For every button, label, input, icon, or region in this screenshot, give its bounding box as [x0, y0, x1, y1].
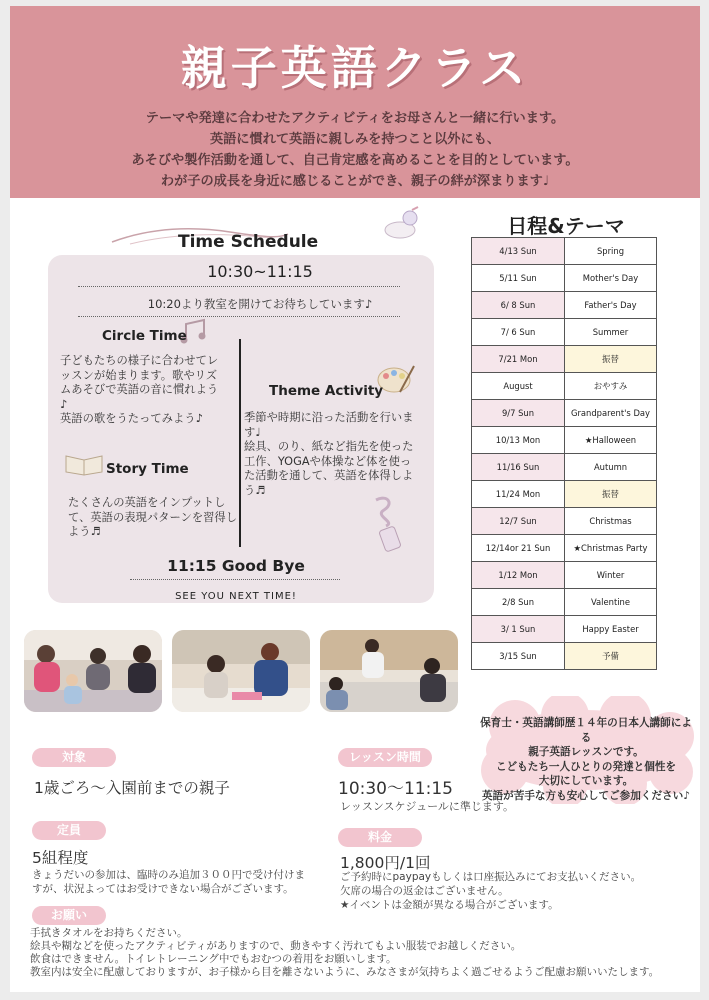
intro-line: テーマや発達に合わせたアクティビティをお母さんと一緒に行います。 [145, 111, 565, 126]
vertical-divider [239, 339, 241, 547]
teacher-note-line: 保育士・英語講師歴１４年の日本人講師による [480, 717, 692, 744]
teacher-note-line: 大切にしています。 [538, 775, 634, 787]
request-note: 手拭きタオルをお持ちください。 [30, 927, 188, 939]
schedule-date: 7/ 6 Sun [472, 319, 565, 346]
open-note: 10:20より教室を開けてお待ちしています♪ [147, 297, 373, 311]
goodbye-time: 11:15 Good Bye [167, 557, 305, 575]
class-photo [24, 630, 162, 712]
see-you-text: SEE YOU NEXT TIME! [175, 591, 297, 602]
time-schedule-title: Time Schedule [178, 232, 319, 252]
schedule-theme: Winter [565, 562, 657, 589]
story-time-text: たくさんの英語をインプットして、英語の表現パターンを習得しよう♬ [68, 496, 238, 538]
teacher-note-line: こどもたち一人ひとりの発達と個性を [495, 760, 677, 773]
request-notes [30, 927, 690, 979]
schedule-theme: おやすみ [565, 373, 657, 400]
target-label: 対象 [32, 748, 116, 767]
schedule-theme: 予備 [565, 643, 657, 670]
fee-note: 欠席の場合の返金はございません。 [340, 885, 509, 897]
request-label: お願い [32, 906, 106, 925]
schedule-row [472, 427, 657, 454]
dotted-divider [78, 286, 400, 287]
schedule-theme: ★Christmas Party [565, 535, 657, 562]
schedule-row [472, 400, 657, 427]
schedule-date: August [472, 373, 565, 400]
circle-time-text: 子どもたちの様子に合わせてレッスンが始まります。歌やリズムあそびで英語の音に慣れよう♪ 英語の歌をうたってみよう♪ [60, 354, 219, 425]
schedule-date: 11/16 Sun [472, 454, 565, 481]
schedule-theme: Grandparent's Day [565, 400, 657, 427]
schedule-date: 6/ 8 Sun [472, 292, 565, 319]
intro-line: 英語に慣れて英語に親しみを持つこと以外にも、 [209, 132, 501, 147]
schedule-date: 1/12 Mon [472, 562, 565, 589]
schedule-theme: 振替 [565, 481, 657, 508]
schedule-row [472, 292, 657, 319]
schedule-theme: Summer [565, 319, 657, 346]
request-note: 教室内は安全に配慮しておりますが、お子様から目を離さないように、みなさまが気持ちよく過ごせるようご配慮お願いいたします。 [30, 966, 660, 978]
schedule-date: 2/8 Sun [472, 589, 565, 616]
schedule-row [472, 562, 657, 589]
schedule-theme: Father's Day [565, 292, 657, 319]
schedule-row [472, 481, 657, 508]
lesson-time-value: 10:30～11:15 [338, 779, 453, 799]
dotted-divider [78, 316, 400, 317]
schedule-date: 3/ 1 Sun [472, 616, 565, 643]
schedule-date: 7/21 Mon [472, 346, 565, 373]
teacher-note-line: 英語が苦手な方も安心してご参加ください♪ [481, 789, 691, 802]
schedule-date: 10/13 Mon [472, 427, 565, 454]
schedule-row [472, 589, 657, 616]
fee-value: 1,800円/1回 [340, 854, 431, 872]
schedule-theme: Mother's Day [565, 265, 657, 292]
header-banner [10, 6, 700, 198]
teacher-note-line: 親子英語レッスンです。 [528, 746, 644, 758]
intro-line: わが子の成長を身近に感じることができ、親子の絆が深まります♩ [160, 174, 550, 189]
lesson-time-heading: 10:30~11:15 [207, 262, 313, 281]
request-note: 飲食はできません。トイレトレーニング中でもおむつの着用をお願いします。 [30, 953, 397, 965]
schedule-row [472, 643, 657, 670]
glue-tube-icon [368, 494, 412, 554]
target-value: 1歳ごろ～入園前までの親子 [34, 779, 230, 797]
dotted-divider [130, 579, 340, 580]
schedule-date: 5/11 Sun [472, 265, 565, 292]
schedule-date: 4/13 Sun [472, 238, 565, 265]
flyer-page [10, 6, 700, 992]
schedule-row [472, 535, 657, 562]
intro-text [50, 108, 660, 192]
intro-line: あそびや製作活動を通して、自己肯定感を高めることを目的としています。 [131, 153, 579, 168]
schedule-table [471, 237, 657, 670]
fee-label: 料金 [338, 828, 422, 847]
request-note: 絵具や糊などを使ったアクティビティがありますので、動きやすく汚れてもよい服装でお越しください。 [30, 940, 522, 952]
schedule-date: 12/14or 21 Sun [472, 535, 565, 562]
schedule-row [472, 508, 657, 535]
class-photo [172, 630, 310, 712]
lesson-time-label: レッスン時間 [338, 748, 432, 767]
schedule-row [472, 265, 657, 292]
teacher-note [475, 716, 697, 803]
theme-activity-title: Theme Activity [269, 383, 384, 399]
schedule-theme: Christmas [565, 508, 657, 535]
book-icon [64, 448, 104, 476]
capacity-note: きょうだいの参加は、臨時のみ追加３００円で受け付けますが、状況よってはお受けできない場合がございます。 [32, 869, 305, 895]
schedule-row [472, 454, 657, 481]
schedule-theme: ★Halloween [565, 427, 657, 454]
lesson-time-note: レッスンスケジュールに準じます。 [340, 800, 515, 813]
schedule-theme: 振替 [565, 346, 657, 373]
schedule-date: 11/24 Mon [472, 481, 565, 508]
class-photo [320, 630, 458, 712]
schedule-row [472, 616, 657, 643]
schedule-date: 3/15 Sun [472, 643, 565, 670]
schedule-date: 9/7 Sun [472, 400, 565, 427]
circle-time-title: Circle Time [102, 328, 187, 344]
schedule-title: 日程&テーマ [507, 214, 625, 238]
story-time-title: Story Time [106, 461, 189, 477]
schedule-theme: Spring [565, 238, 657, 265]
capacity-label: 定員 [32, 821, 106, 840]
schedule-theme: Valentine [565, 589, 657, 616]
fee-note: ★イベントは金額が異なる場合がございます。 [340, 899, 559, 911]
fee-notes [340, 870, 641, 912]
schedule-row [472, 238, 657, 265]
schedule-date: 12/7 Sun [472, 508, 565, 535]
page-title: 親子英語クラス [180, 41, 530, 95]
schedule-row [472, 373, 657, 400]
schedule-row [472, 346, 657, 373]
schedule-theme: Autumn [565, 454, 657, 481]
fee-note: ご予約時にpaypayもしくは口座振込みにてお支払いください。 [340, 871, 642, 883]
baby-shoe-icon [382, 206, 422, 242]
schedule-row [472, 319, 657, 346]
theme-activity-text: 季節や時期に沿った活動を行います♩ 絵具、のり、紙など指先を使った工作、YOGAや体操など体を使った活動を通して、英語を体得しよう♬ [244, 411, 414, 497]
capacity-value: 5組程度 [32, 849, 89, 867]
schedule-theme: Happy Easter [565, 616, 657, 643]
